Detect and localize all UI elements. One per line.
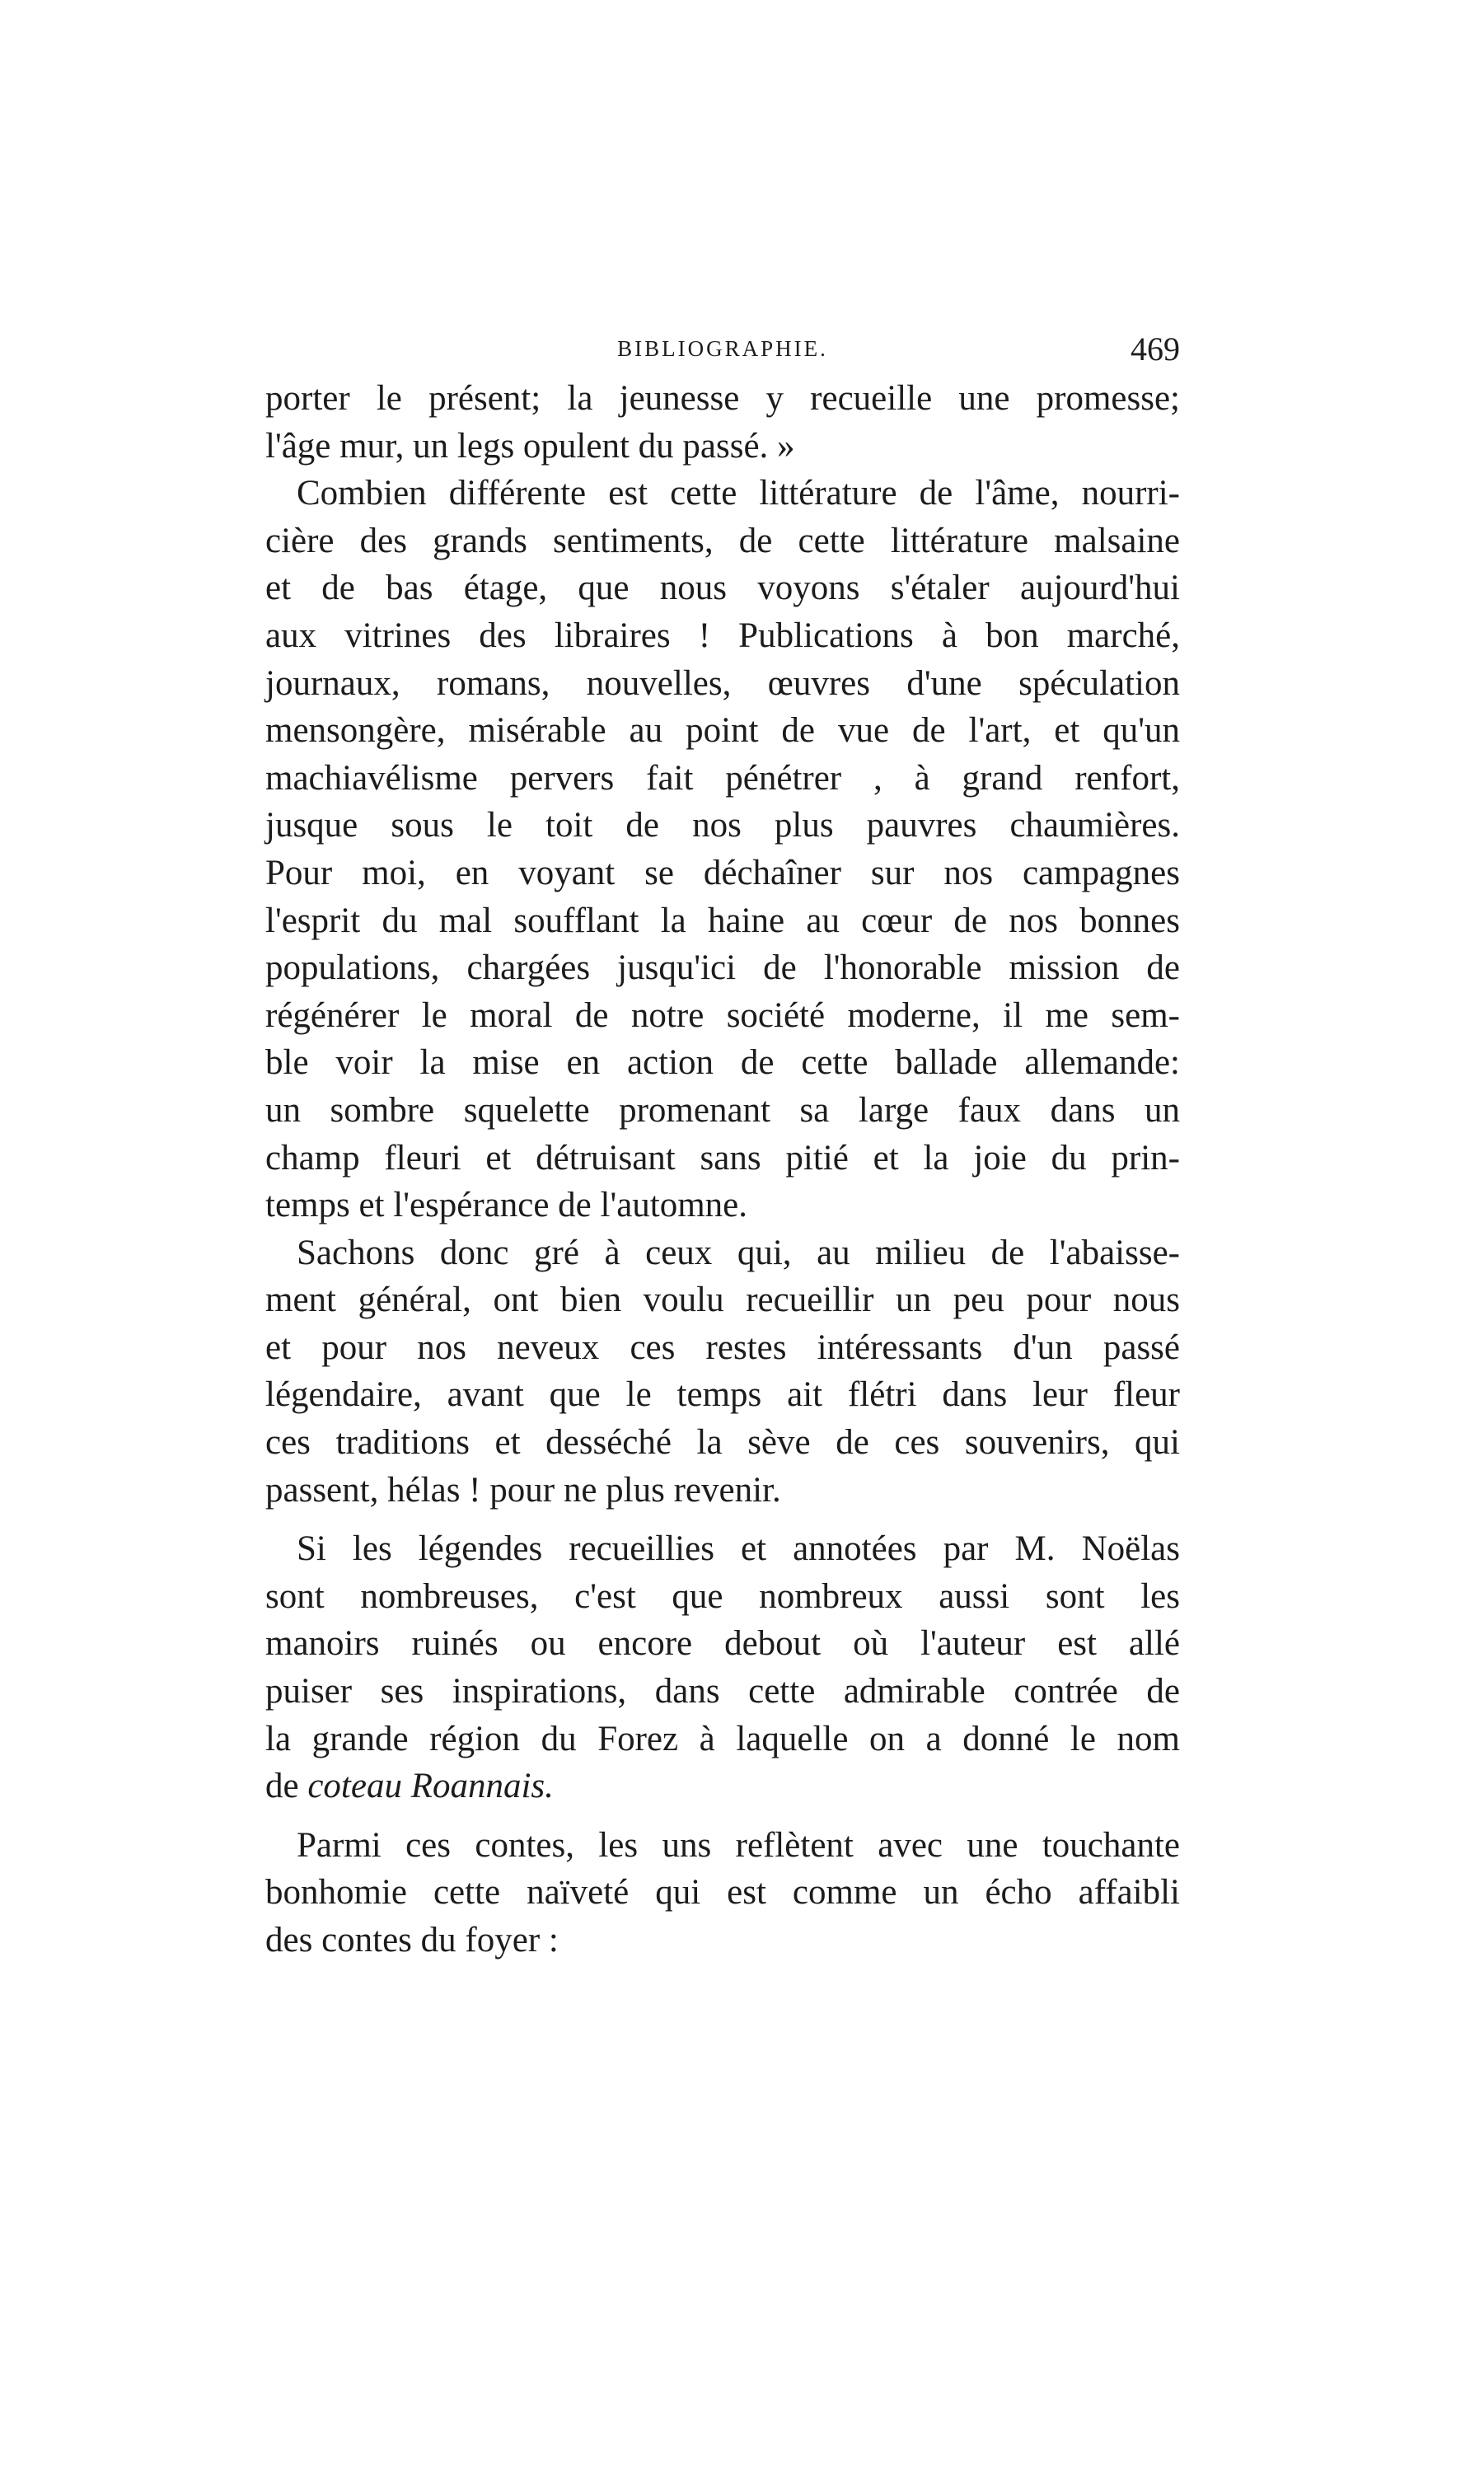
place-name-italic: coteau Roannais.	[307, 1767, 554, 1806]
text-line: ces traditions et desséché la sève de ces souvenirs, qui	[265, 1423, 1180, 1463]
body-text	[265, 375, 1180, 1964]
text-line: machiavélisme pervers fait pénétrer , à grand renfort,	[265, 758, 1180, 798]
text-line	[265, 1763, 1180, 1810]
running-title: BIBLIOGRAPHIE.	[617, 336, 828, 361]
text-line: légendaire, avant que le temps ait flétri dans leur fleur	[265, 1375, 1180, 1415]
text-line: populations, chargées jusqu'ici de l'honorable mission de	[265, 948, 1180, 988]
text-line: Combien différente est cette littérature de l'âme, nourri-	[297, 474, 1180, 513]
text-line: aux vitrines des libraires ! Publications à bon marché,	[265, 616, 1180, 655]
text-line: Si les légendes recueillies et annotées par M. Noëlas	[297, 1529, 1180, 1569]
text-line: journaux, romans, nouvelles, œuvres d'une spéculation	[265, 663, 1180, 703]
text-line: des contes du foyer :	[265, 1921, 559, 1960]
text-line: Parmi ces contes, les uns reflètent avec une touchante	[297, 1825, 1180, 1865]
text-line: ble voir la mise en action de cette ballade allemande:	[265, 1043, 1180, 1083]
text-line: l'âge mur, un legs opulent du passé. »	[265, 426, 795, 466]
text-line: cière des grands sentiments, de cette littérature malsaine	[265, 521, 1180, 560]
text-line: mensongère, misérable au point de vue de l'art, et qu'un	[265, 711, 1180, 751]
line-prefix: de	[265, 1767, 308, 1806]
text-line: Pour moi, en voyant se déchaîner sur nos campagnes	[265, 853, 1180, 892]
text-line: puiser ses inspirations, dans cette admirable contrée de	[265, 1672, 1180, 1711]
text-line: et de bas étage, que nous voyons s'étaler aujourd'hui	[265, 569, 1180, 608]
text-line: passent, hélas ! pour ne plus revenir.	[265, 1470, 781, 1510]
text-line: et pour nos neveux ces restes intéressants d'un passé	[265, 1327, 1180, 1367]
text-line: sont nombreuses, c'est que nombreux aussi sont les	[265, 1576, 1180, 1616]
text-line: manoirs ruinés ou encore debout où l'auteur est allé	[265, 1624, 1180, 1664]
text-line: porter le présent; la jeunesse y recueille une promesse;	[265, 379, 1180, 418]
text-line: champ fleuri et détruisant sans pitié et la joie du prin-	[265, 1138, 1180, 1178]
text-line: Sachons donc gré à ceux qui, au milieu de l'abaisse-	[297, 1233, 1180, 1272]
text-line: jusque sous le toit de nos plus pauvres chaumières.	[265, 806, 1180, 845]
running-head	[265, 330, 1180, 371]
text-line: bonhomie cette naïveté qui est comme un écho affaibli	[265, 1873, 1180, 1913]
text-line: la grande région du Forez à laquelle on a donné le nom	[265, 1719, 1180, 1758]
text-line: l'esprit du mal soufflant la haine au cœur de nos bonnes	[265, 901, 1180, 940]
text-line: un sombre squelette promenant sa large faux dans un	[265, 1090, 1180, 1130]
text-line: ment général, ont bien voulu recueillir un peu pour nous	[265, 1281, 1180, 1320]
text-line: temps et l'espérance de l'automne.	[265, 1186, 748, 1225]
page-number: 469	[1131, 330, 1180, 368]
text-line: régénérer le moral de notre société moderne, il me sem-	[265, 995, 1180, 1035]
